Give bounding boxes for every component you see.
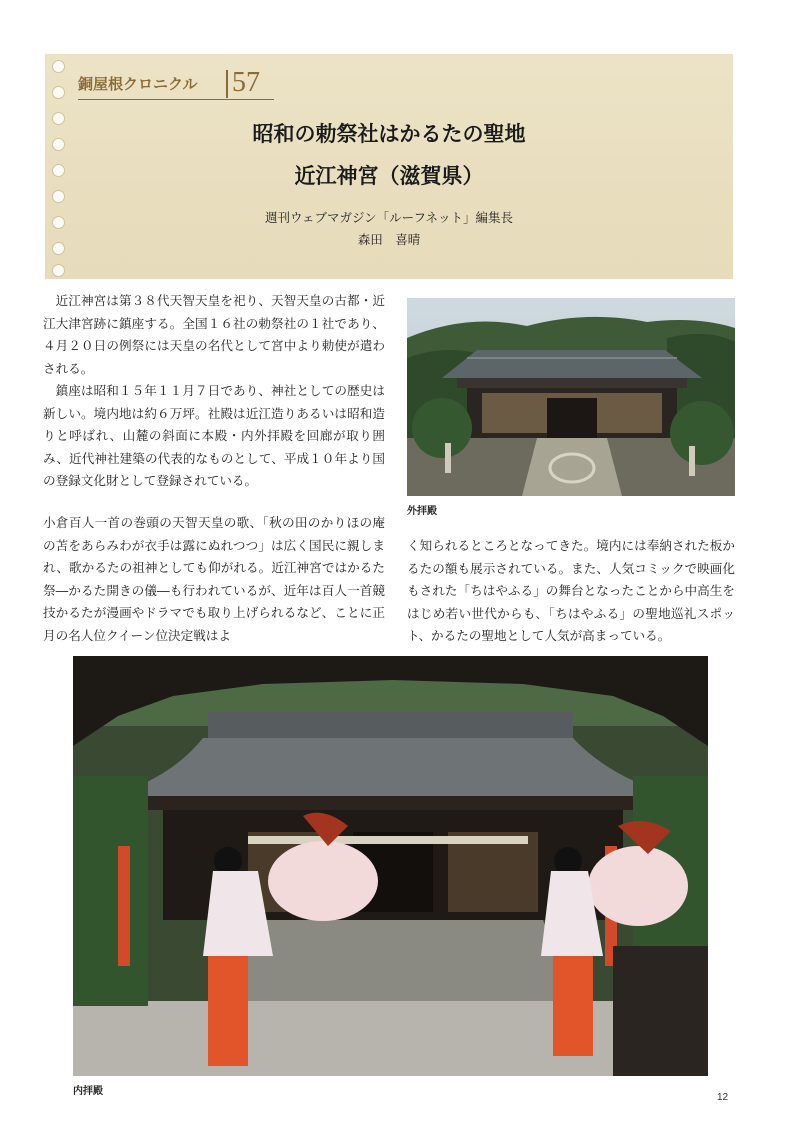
author-name: 森田 喜晴	[357, 232, 421, 247]
series-number: 57	[232, 67, 260, 98]
article-subtitle: 近江神宮（滋賀県）	[294, 164, 484, 188]
body-paragraph-3: 小倉百人一首の巻頭の天智天皇の歌、「秋の田のかりほの庵の苫をあらみわが衣手は露にぬれつつ」は広く国民に親しまれ、歌かるたの祖神としても仰がれる。近江神宮ではかるた祭―かるた開きの儀―も行われているが、近年は百人一首競技かるたが漫画やドラマでも取り上げられるなど、ことに正月の名人位クイーン位決定戦はよ	[43, 515, 385, 643]
body-paragraph-4: く知られるところとなってきた。境内には奉納された板かるたの額も展示されている。また、人気コミックで映画化もされた「ちはやふる」の舞台となったことから中高生をはじめ若い世代からも､「ちはやふる」の聖地巡礼スポット、かるたの聖地として人気が高まっている。	[407, 538, 735, 643]
page-number: 12	[717, 1092, 729, 1103]
series-name: 銅屋根クロニクル	[78, 75, 198, 93]
photo-inner-hall	[73, 656, 708, 1076]
body-paragraph-1: 近江神宮は第３８代天智天皇を祀り、天智天皇の古都・近江大津宮跡に鎮座する。全国１６社の勅祭社の１社であり、４月２０日の例祭には天皇の名代として宮中より勅使が遣わされる。	[43, 293, 385, 376]
photo-caption-outer-hall: 外拝殿	[407, 506, 437, 517]
author-affiliation: 週刊ウェブマガジン「ルーフネット」編集長	[264, 210, 514, 225]
series-underline	[78, 99, 274, 100]
photo-outer-hall	[407, 298, 735, 496]
body-paragraph-2: 鎮座は昭和１５年１１月７日であり、神社としての歴史は新しい。境内地は約６万坪。社殿は近江造りあるいは昭和造りと呼ばれ、山麓の斜面に本殿・内外拝殿を回廊が取り囲み、近代神社建築の代表的なものとして、平成１０年より国の登録文化財として登録されている。	[43, 383, 385, 488]
article-title: 昭和の勅祭社はかるたの聖地	[252, 122, 526, 146]
series-divider	[226, 70, 228, 98]
photo-caption-inner-hall: 内拝殿	[73, 1086, 103, 1097]
